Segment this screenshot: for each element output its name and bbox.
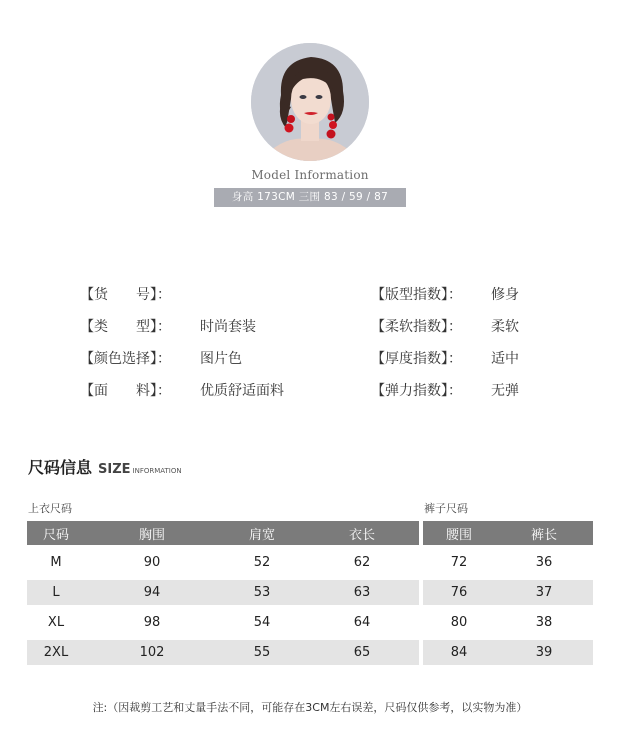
table-cell: 90 — [143, 555, 161, 570]
spec-value: 优质舒适面料 — [200, 383, 284, 399]
table-cell: 80 — [450, 615, 468, 630]
spec-label: 【面 料】： — [80, 383, 171, 399]
table-row — [27, 580, 419, 605]
table-cell: 102 — [85, 640, 219, 665]
size-title-zh: 尺码信息 — [28, 458, 93, 477]
model-portrait-illustration — [251, 43, 369, 161]
table-row — [423, 610, 593, 635]
spec-item-fit — [371, 286, 519, 304]
table-header-row — [423, 521, 593, 545]
pants-size-table — [423, 521, 593, 665]
size-disclaimer-note: 注:（因裁剪工艺和丈量手法不同，可能存在3CM左右误差，尺码仅供参考，以实物为准） — [92, 701, 528, 714]
table-cell: 94 — [85, 580, 219, 605]
spec-item-sku — [80, 286, 171, 304]
spec-label: 【颜色选择】： — [80, 351, 171, 367]
spec-item-color — [80, 350, 242, 368]
model-stats-badge: 身高 173CM 三围 83 / 59 / 87 — [214, 188, 406, 207]
table-cell: 55 — [219, 640, 305, 665]
table-cell: L — [27, 580, 85, 605]
table-cell: 63 — [305, 580, 419, 605]
table-cell: 53 — [219, 580, 305, 605]
table-row — [27, 640, 419, 665]
spec-item-softness — [371, 318, 519, 336]
table-row — [27, 550, 419, 575]
spec-value: 修身 — [491, 287, 519, 303]
table-header: 腰围 — [423, 521, 495, 545]
size-title-en: SIZE — [98, 462, 131, 477]
top-size-label: 上衣尺码 — [28, 502, 72, 515]
spec-value: 适中 — [491, 351, 519, 367]
table-cell: XL — [47, 615, 65, 630]
spec-label: 【弹力指数】： — [371, 383, 462, 399]
table-header: 胸围 — [85, 521, 219, 545]
spec-item-elasticity — [371, 382, 519, 400]
model-info-title: Model Information — [251, 168, 369, 182]
spec-label: 【货 号】： — [80, 287, 171, 303]
table-cell: 54 — [253, 615, 271, 630]
spec-value: 图片色 — [200, 351, 242, 367]
table-cell: M — [50, 555, 62, 570]
size-info-heading — [28, 455, 182, 478]
table-cell: 98 — [143, 615, 161, 630]
table-cell: 38 — [535, 615, 553, 630]
table-row — [423, 640, 593, 665]
spec-label: 【版型指数】： — [371, 287, 462, 303]
table-row — [423, 580, 593, 605]
spec-item-type — [80, 318, 256, 336]
spec-item-fabric — [80, 382, 284, 400]
model-photo — [251, 43, 369, 161]
spec-label: 【类 型】： — [80, 319, 171, 335]
table-cell: 64 — [353, 615, 371, 630]
spec-item-thickness — [371, 350, 519, 368]
top-size-table — [27, 521, 419, 665]
table-header-row — [27, 521, 419, 545]
table-cell: 39 — [495, 640, 593, 665]
spec-label: 【柔软指数】： — [371, 319, 462, 335]
spec-value: 柔软 — [491, 319, 519, 335]
table-cell: 2XL — [27, 640, 85, 665]
table-header: 衣长 — [305, 521, 419, 545]
spec-label: 【厚度指数】： — [371, 351, 462, 367]
table-cell: 76 — [423, 580, 495, 605]
table-row — [423, 550, 593, 575]
table-cell: 37 — [495, 580, 593, 605]
spec-value: 无弹 — [491, 383, 519, 399]
table-cell: 36 — [535, 555, 553, 570]
table-cell: 62 — [353, 555, 371, 570]
size-title-small: INFORMATION — [132, 467, 182, 475]
table-header: 尺码 — [27, 521, 85, 545]
table-cell: 65 — [305, 640, 419, 665]
table-header: 裤长 — [495, 521, 593, 545]
table-cell: 52 — [253, 555, 271, 570]
pants-size-label: 裤子尺码 — [424, 502, 468, 515]
table-cell: 84 — [423, 640, 495, 665]
spec-value: 时尚套装 — [200, 319, 256, 335]
table-cell: 72 — [450, 555, 468, 570]
table-row — [27, 610, 419, 635]
table-header: 肩宽 — [219, 521, 305, 545]
